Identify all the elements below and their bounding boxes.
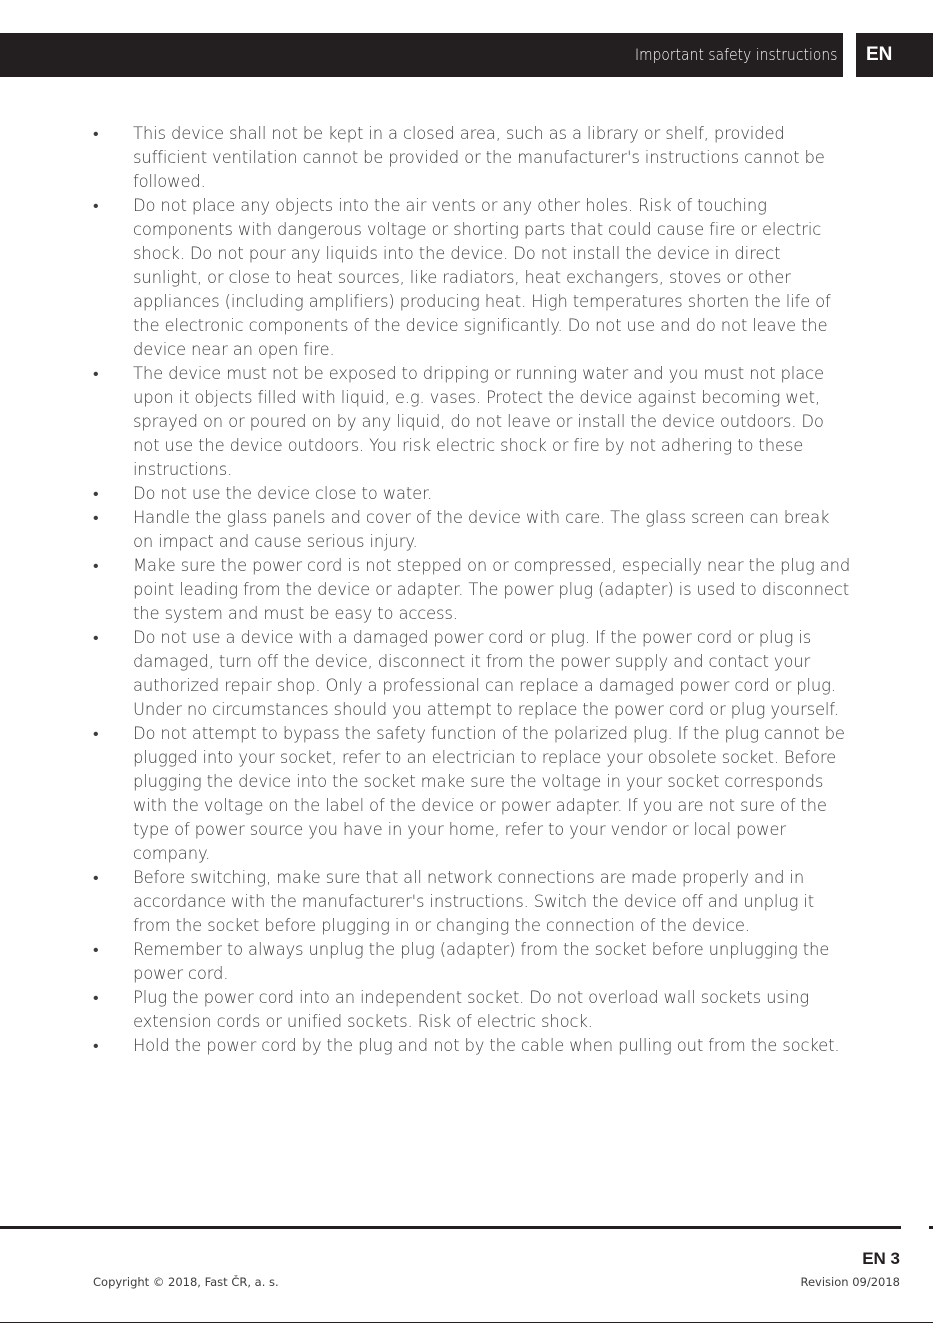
list-item bbox=[93, 938, 853, 986]
list-item bbox=[93, 626, 853, 722]
list-item-text: Remember to always unplug the plug (adapter) from the socket before unplugging the power cord. bbox=[133, 940, 830, 983]
list-item bbox=[93, 482, 853, 506]
list-item-text: Do not attempt to bypass the safety function of the polarized plug. If the plug cannot be plugged into your socket, refer to an electrician to replace your obsolete socket. Before plugging the device into the socket make sure the voltage in your socket corresponds with the voltage on the label of the device or power adapter. If you are not sure of the type of power source you have in your home, refer to your vendor or local power company. bbox=[133, 724, 845, 863]
list-item-text: Do not use the device close to water. bbox=[133, 484, 433, 503]
page-number: EN 3 bbox=[862, 1249, 900, 1268]
bullet-icon: • bbox=[93, 484, 99, 503]
list-item-text: This device shall not be kept in a closed area, such as a library or shelf, provided sufficient ventilation cannot be provided or the manufacturer's instructions cannot be followed. bbox=[133, 124, 825, 191]
list-item-text: Do not use a device with a damaged power cord or plug. If the power cord or plug is damaged, turn off the device, disconnect it from the power supply and contact your authorized repair shop. Only a professional can replace a damaged power cord or plug. Under no circumstances should you attempt to replace the power cord or plug yourself. bbox=[133, 628, 839, 719]
list-item bbox=[93, 1034, 853, 1058]
bullet-icon: • bbox=[93, 364, 99, 383]
bullet-icon: • bbox=[93, 868, 99, 887]
list-item bbox=[93, 194, 853, 362]
list-item bbox=[93, 506, 853, 554]
revision-label: Revision 09/2018 bbox=[800, 1275, 900, 1289]
list-item bbox=[93, 122, 853, 194]
list-item-text: Hold the power cord by the plug and not by the cable when pulling out from the socket. bbox=[133, 1036, 840, 1055]
list-item bbox=[93, 362, 853, 482]
section-title: Important safety instructions bbox=[634, 45, 837, 64]
list-item-text: Before switching, make sure that all network connections are made properly and in accordance with the manufacturer's instructions. Switch the device off and unplug it from the socket before plugging in or changing the connection of the device. bbox=[133, 868, 815, 935]
safety-instructions-list bbox=[93, 122, 853, 1058]
list-item-text: Handle the glass panels and cover of the device with care. The glass screen can break on impact and cause serious injury. bbox=[133, 508, 830, 551]
bullet-icon: • bbox=[93, 724, 99, 743]
list-item bbox=[93, 722, 853, 866]
footer-divider-tick bbox=[929, 1226, 933, 1229]
list-item-text: Make sure the power cord is not stepped on or compressed, especially near the plug and point leading from the device or adapter. The power plug (adapter) is used to disconnect the system and must be easy to access. bbox=[133, 556, 851, 623]
list-item bbox=[93, 554, 853, 626]
language-label: EN bbox=[866, 44, 893, 65]
list-item-text: Plug the power cord into an independent socket. Do not overload wall sockets using extension cords or unified sockets. Risk of electric shock. bbox=[133, 988, 810, 1031]
bullet-icon: • bbox=[93, 940, 99, 959]
list-item bbox=[93, 986, 853, 1034]
bullet-icon: • bbox=[93, 1036, 99, 1055]
list-item bbox=[93, 866, 853, 938]
bullet-icon: • bbox=[93, 124, 99, 143]
copyright-notice: Copyright © 2018, Fast ČR, a. s. bbox=[93, 1275, 279, 1289]
page-bottom-divider bbox=[0, 1322, 933, 1323]
bullet-icon: • bbox=[93, 556, 99, 575]
footer-divider bbox=[0, 1226, 901, 1229]
list-item-text: Do not place any objects into the air vents or any other holes. Risk of touching components with dangerous voltage or shorting parts that could cause fire or electric shock. Do not pour any liquids into the device. Do not install the device in direct sunlight, or close to heat sources, like radiators, heat exchangers, stoves or other appliances (including amplifiers) producing heat. High temperatures shorten the life of the electronic components of the device significantly. Do not use and do not leave the device near an open fire. bbox=[133, 196, 831, 359]
bullet-icon: • bbox=[93, 508, 99, 527]
bullet-icon: • bbox=[93, 628, 99, 647]
list-item-text: The device must not be exposed to dripping or running water and you must not place upon it objects filled with liquid, e.g. vases. Protect the device against becoming wet, sprayed on or poured on by any liquid, do not leave or install the device outdoors. Do not use the device outdoors. You risk electric shock or fire by not adhering to these instructions. bbox=[133, 364, 824, 479]
bullet-icon: • bbox=[93, 196, 99, 215]
bullet-icon: • bbox=[93, 988, 99, 1007]
